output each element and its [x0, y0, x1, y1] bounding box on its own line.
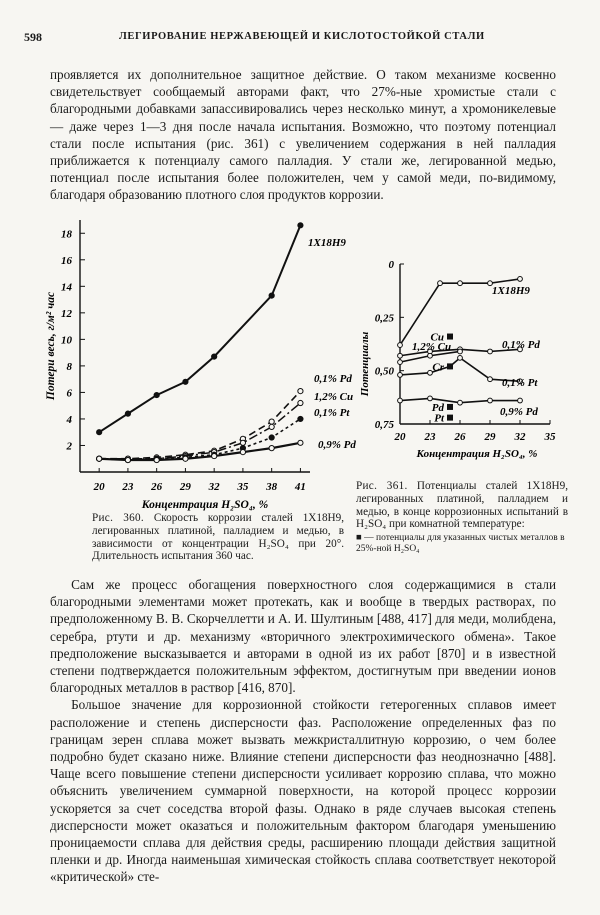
x-tick-label: 20	[394, 431, 406, 443]
y-tick-label: 12	[61, 307, 72, 320]
figure-360-caption	[92, 512, 344, 563]
pure-metal-marker	[447, 363, 453, 369]
data-point	[398, 353, 403, 358]
data-point	[97, 430, 102, 435]
figure-361-legend: ■ — потенциалы для указанных чистых металлов в 25%-ной H₂SO₄	[356, 533, 565, 554]
data-point	[488, 349, 493, 354]
data-point	[97, 456, 102, 461]
data-point	[125, 411, 130, 416]
series-line-1	[99, 225, 300, 432]
x-tick-label: 41	[294, 481, 306, 493]
y-tick-label: 10	[61, 334, 72, 347]
data-point	[518, 277, 523, 282]
x-tick-label: 23	[122, 481, 134, 493]
x-tick-label: 23	[424, 431, 436, 443]
x-tick-label: 20	[93, 481, 105, 493]
data-point	[398, 398, 403, 403]
pure-metal-label: Cr	[432, 361, 444, 374]
pure-metal-label: Pd	[431, 401, 444, 414]
y-tick-label: 14	[61, 281, 72, 294]
data-point	[518, 398, 523, 403]
data-point	[212, 453, 217, 458]
data-point	[438, 281, 443, 286]
data-point	[183, 379, 188, 384]
data-point	[458, 355, 463, 360]
data-point	[125, 457, 130, 462]
pure-metal-marker	[447, 334, 453, 340]
y-tick-label: 4	[66, 413, 72, 426]
series-label: 0,1% Pt	[314, 407, 350, 419]
data-point	[488, 398, 493, 403]
series-label: 0,9% Pd	[318, 439, 356, 451]
series-label: 1,2% Cu	[412, 341, 452, 353]
pure-metal-label: Cu	[430, 331, 444, 344]
y-tick-label: 8	[66, 360, 72, 373]
data-point	[298, 400, 303, 405]
data-point	[240, 450, 245, 455]
x-tick-label: 29	[179, 481, 191, 493]
x-tick-label: 32	[208, 481, 220, 493]
figure-361-caption-text: Потенциалы сталей 1Х18Н9, легированных платиной, палладием и медью, в конце коррозионных испытаний в H₂SO₄ при комнатной температуре:	[356, 480, 568, 531]
series-label: 0,9% Pd	[500, 406, 538, 418]
data-point	[154, 457, 159, 462]
data-point	[298, 416, 303, 421]
x-tick-label: 35	[544, 431, 556, 443]
paragraph-1: проявляется их дополнительное защитное действие. О таком механизме косвенно свидетельствует сообщаемый авторами факт, что 27%-ные хромистые стали с благородными добавками запассивировались через несколько минут, а хромоникелевые — даже через 1—3 дня после начала испытания. Возможно, что поэтому потенциал стали после испытания (рис. 361) с увеличением содержания в ней палладия приближается к потенциалу самого палладия. У стали же, легированной медью, потенциал после испытания более положителен, чем у самой меди, по-видимому, благодаря образованию плотного слоя продуктов коррозии.	[50, 67, 556, 203]
data-point	[298, 440, 303, 445]
x-axis-label: Концентрация H₂SO₄, %	[141, 499, 269, 511]
series-label: 1,2% Cu	[314, 391, 354, 403]
data-point	[154, 392, 159, 397]
x-tick-label: 26	[454, 431, 466, 443]
data-point	[269, 446, 274, 451]
y-tick-label: 0	[388, 259, 394, 271]
running-title: ЛЕГИРОВАНИЕ НЕРЖАВЕЮЩЕЙ И КИСЛОТОСТОЙКОЙ СТАЛИ	[119, 31, 485, 42]
pure-metal-marker	[447, 415, 453, 421]
figure-361-label: Рис. 361.	[356, 480, 408, 492]
y-tick-label: 2	[66, 440, 72, 453]
data-point	[398, 343, 403, 348]
data-point	[428, 396, 433, 401]
text-block-top	[50, 66, 556, 204]
text-block-bottom	[50, 576, 556, 886]
data-point	[458, 400, 463, 405]
data-point	[269, 424, 274, 429]
data-point	[458, 281, 463, 286]
figure-360-caption-text: Скорость коррозии сталей 1Х18Н9, легированных платиной, палладием и медью, в зависимости от концентрации H₂SO₄ при 20°. Длительность испытания 360 час.	[92, 512, 345, 563]
data-point	[428, 353, 433, 358]
pure-metal-label: Pt	[434, 412, 444, 425]
figure-360-label: Рис. 360.	[92, 512, 145, 524]
y-tick-label: 16	[61, 254, 72, 267]
page-header	[24, 30, 580, 46]
data-point	[212, 354, 217, 359]
series-label: 0,1% Pd	[502, 339, 540, 351]
y-tick-label: 6	[66, 387, 72, 400]
series-label: 0,1% Pd	[314, 373, 352, 385]
series-label: 1Х18Н9	[308, 237, 346, 249]
data-point	[488, 377, 493, 382]
series-label: 0,1% Pt	[502, 377, 538, 389]
paragraph-2: Сам же процесс обогащения поверхностного слоя содержащимися в стали благородными элементами может протекать, как и вообще в твердых растворах, по предположенному В. В. Скорчеллетти и А. И. Шултиным [488, 417] для меди, молибдена, серебра, ртути и др. механизму «вторичного электрохимического обмена». Такое предположение высказывается и авторами в одной из их работ [870] и в известной степени подтверждается положительным эффектом, достигнутым при введении ионов благородных металлов в раствор [416, 870].	[50, 577, 556, 696]
y-tick-label: 0,50	[374, 365, 394, 378]
x-tick-label: 35	[237, 481, 249, 493]
data-point	[269, 293, 274, 298]
y-axis-label: Потенциалы	[359, 331, 371, 397]
y-tick-label: 0,25	[374, 312, 394, 325]
figure-361-caption	[356, 480, 568, 555]
pure-metal-marker	[447, 404, 453, 410]
figure-360-chart	[40, 210, 356, 511]
data-point	[240, 440, 245, 445]
x-tick-label: 32	[514, 431, 526, 443]
y-tick-label: 0,75	[374, 419, 394, 431]
y-axis-label: Потери весь, г/м² час	[45, 291, 57, 401]
data-point	[298, 388, 303, 393]
x-tick-label: 26	[151, 481, 163, 493]
data-point	[458, 349, 463, 354]
figure-361-chart	[352, 252, 562, 480]
x-axis-label: Концентрация H₂SO₄, %	[416, 448, 538, 460]
data-point	[298, 223, 303, 228]
x-tick-label: 38	[266, 481, 278, 493]
data-point	[398, 360, 403, 365]
data-point	[183, 456, 188, 461]
x-tick-label: 29	[484, 431, 496, 443]
page-number: 598	[24, 30, 42, 44]
data-point	[269, 419, 274, 424]
data-point	[269, 435, 274, 440]
series-label: 1Х18Н9	[492, 285, 530, 297]
data-point	[398, 373, 403, 378]
y-tick-label: 18	[61, 228, 72, 241]
paragraph-3: Большое значение для коррозионной стойкости гетерогенных сплавов имеет расположение и степень дисперсности фаз. Расположение определенных фаз по границам зерен сплава может вызвать межкристаллитную коррозию, о чем более подробно будет сказано ниже. Влияние степени дисперсности фаз неоднозначно [488]. Чаще всего повышение степени дисперсности усиливает коррозию сплава, что можно объяснить увеличением суммарной поверхности, на которой процесс коррозии ускоряется за счет соседства второй фазы. Однако в ряде случаев высокая степень дисперсности может оказаться и положительным фактором благодаря уменьшению проницаемости сплава для действия среды, расширению площади действия защитной пленки и др. Иногда наименьшая химическая стойкость сплава соответствует некоторой «критической» сте-	[50, 697, 556, 885]
